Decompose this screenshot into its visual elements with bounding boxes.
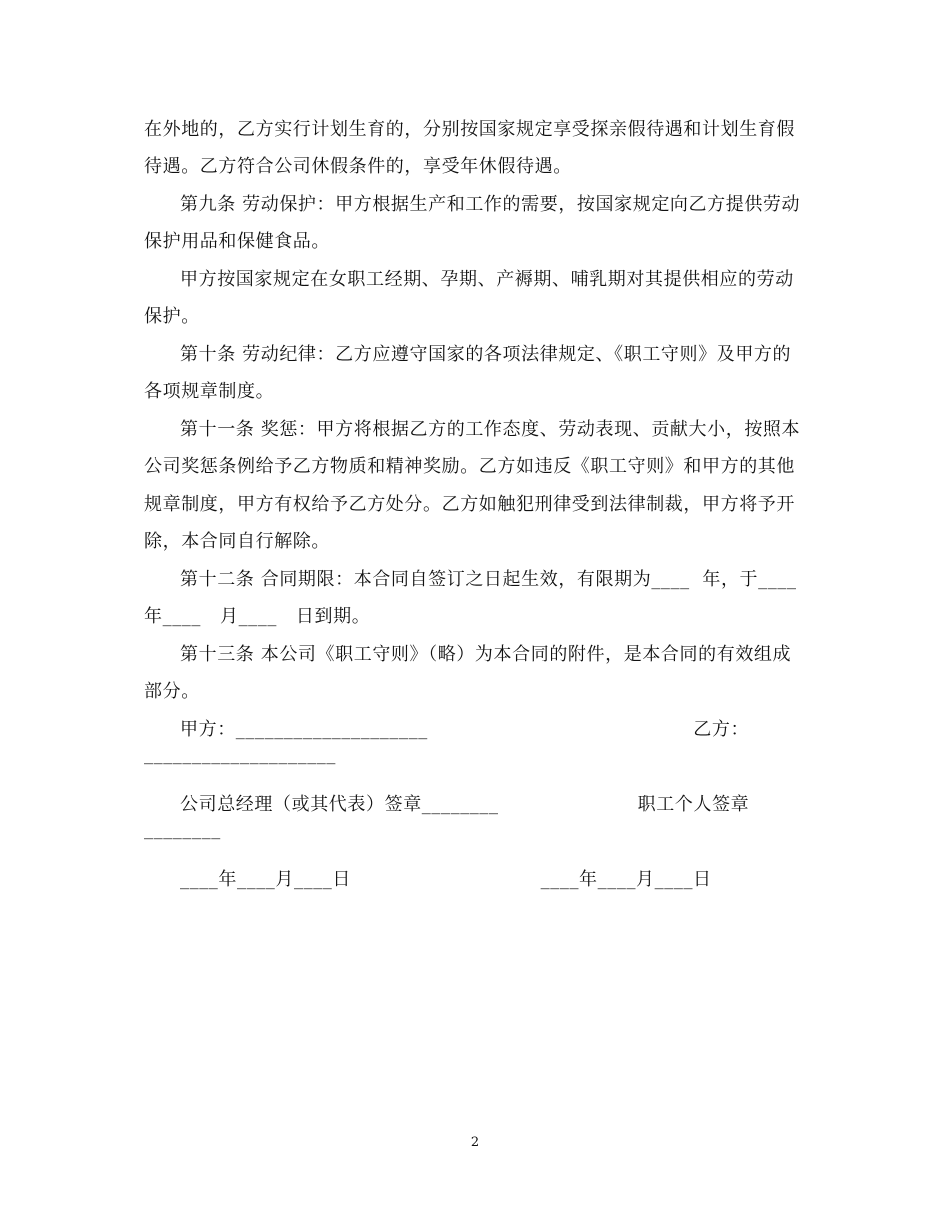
body-line: 甲方按国家规定在女职工经期、孕期、产褥期、哺乳期对其提供相应的劳动 <box>180 269 794 290</box>
article-11-heading-line: 第十一条 奖惩：甲方将根据乙方的工作态度、劳动表现、贡献大小，按照本 <box>180 419 801 440</box>
body-line: 各项规章制度。 <box>144 381 275 402</box>
party-signature-line: 甲方：____________________ 乙方： <box>180 719 750 740</box>
signature-blank-line: ________ <box>144 819 221 840</box>
body-line: 规章制度，甲方有权给予乙方处分。乙方如触犯刑律受到法律制裁，甲方将予开 <box>144 494 795 515</box>
body-line: 保护。 <box>144 306 200 327</box>
body-line: 待遇。乙方符合公司休假条件的，享受年休假待遇。 <box>144 156 572 177</box>
body-line: 部分。 <box>144 681 200 702</box>
page-number: 2 <box>470 1135 480 1150</box>
body-line: 除，本合同自行解除。 <box>144 531 330 552</box>
body-line: 在外地的，乙方实行计划生育的，分别按国家规定享受探亲假待遇和计划生育假 <box>144 119 795 140</box>
signature-blank-line: ____________________ <box>144 744 336 765</box>
body-line: 年____ 月____ 日到期。 <box>144 606 371 627</box>
article-12-heading-line: 第十二条 合同期限：本合同自签订之日起生效，有限期为____ 年，于____ <box>180 569 797 590</box>
article-9-heading-line: 第九条 劳动保护：甲方根据生产和工作的需要，按国家规定向乙方提供劳动 <box>180 194 801 215</box>
body-line: 保护用品和保健食品。 <box>144 231 330 252</box>
body-line: 公司奖惩条例给予乙方物质和精神奖励。乙方如违反《职工守则》和甲方的其他 <box>144 456 795 477</box>
article-13-heading-line: 第十三条 本公司《职工守则》（略）为本合同的附件，是本合同的有效组成 <box>180 644 792 665</box>
seal-signature-line: 公司总经理（或其代表）签章________ 职工个人签章 <box>180 794 750 815</box>
article-10-heading-line: 第十条 劳动纪律：乙方应遵守国家的各项法律规定、《职工守则》及甲方的 <box>180 344 792 365</box>
date-line: ____年____月____日 ____年____月____日 <box>180 869 712 890</box>
